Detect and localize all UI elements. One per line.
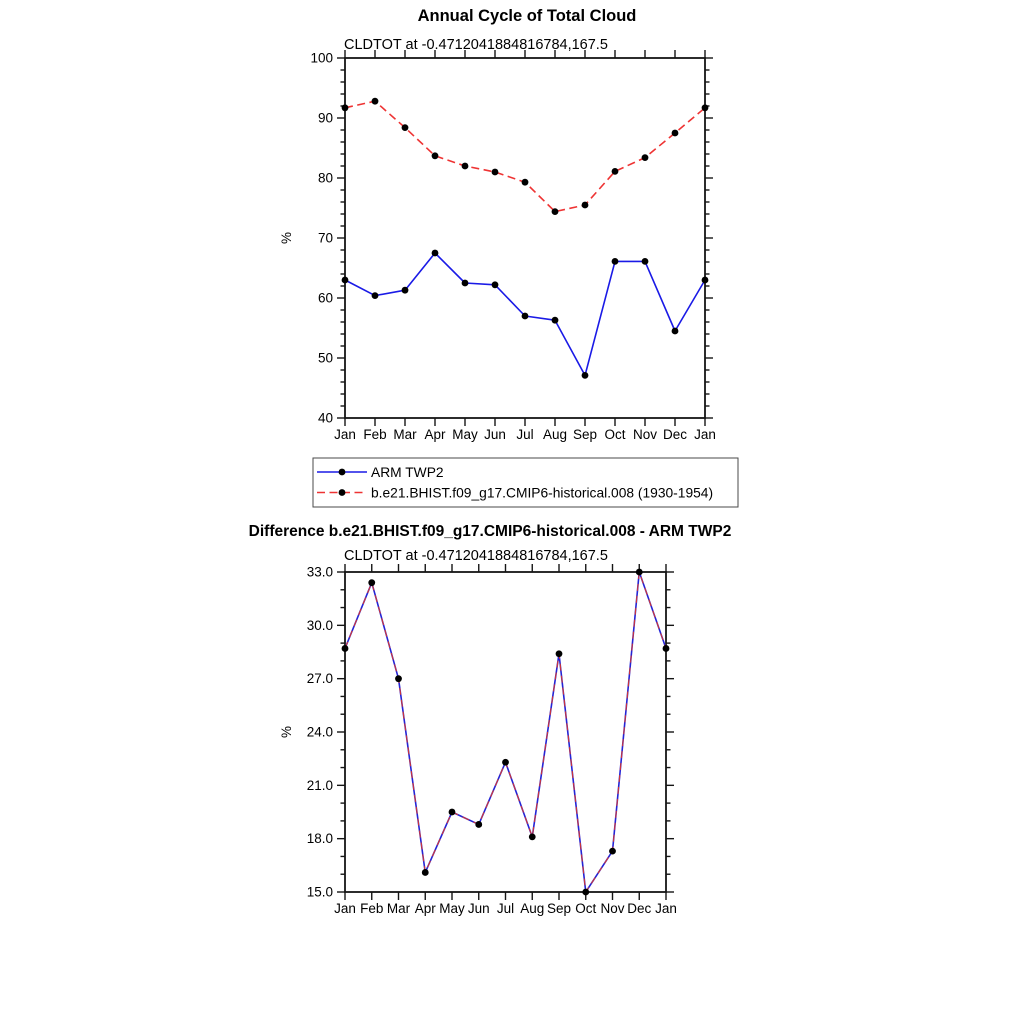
data-point-marker xyxy=(582,889,589,896)
series-line xyxy=(345,101,705,211)
data-point-marker xyxy=(462,163,469,170)
data-point-marker xyxy=(368,579,375,586)
month-label: Sep xyxy=(572,427,598,442)
y-tick-label: 60 xyxy=(317,290,333,306)
month-label: Jun xyxy=(484,427,506,442)
data-point-marker xyxy=(612,168,619,175)
data-point-marker xyxy=(672,328,679,335)
month-label: Mar xyxy=(393,427,417,442)
y-tick-label: 27.0 xyxy=(306,671,333,687)
data-point-marker xyxy=(636,569,643,576)
month-label: Jan xyxy=(655,901,677,916)
month-label: May xyxy=(439,901,465,916)
month-label: Jun xyxy=(467,901,490,916)
data-point-marker xyxy=(642,154,649,161)
data-point-marker xyxy=(462,280,469,287)
difference-chart xyxy=(279,564,677,916)
y-tick-label: 40 xyxy=(317,410,333,426)
data-point-marker xyxy=(372,98,379,105)
month-label: Feb xyxy=(363,427,387,442)
data-point-marker xyxy=(492,281,499,288)
chart1-title: Annual Cycle of Total Cloud xyxy=(417,7,637,25)
y-tick-label: 50 xyxy=(317,350,333,366)
month-label: Dec xyxy=(627,901,652,916)
y-tick-label: 90 xyxy=(317,110,333,126)
annual-cycle-chart xyxy=(279,50,716,442)
data-point-marker xyxy=(672,130,679,137)
data-point-marker xyxy=(522,313,529,320)
y-tick-label: 70 xyxy=(317,230,333,246)
y-tick-label: 33.0 xyxy=(306,564,333,580)
data-point-marker xyxy=(502,759,509,766)
y-tick-label: 21.0 xyxy=(306,777,333,793)
data-point-marker xyxy=(612,258,619,265)
data-point-marker xyxy=(422,869,429,876)
data-point-marker xyxy=(475,821,482,828)
month-label: Feb xyxy=(360,901,384,916)
data-point-marker xyxy=(402,287,409,294)
month-label: Jan xyxy=(694,427,716,442)
y-tick-label: 24.0 xyxy=(306,724,333,740)
data-point-marker xyxy=(552,208,559,215)
data-point-marker xyxy=(642,258,649,265)
data-point-marker xyxy=(522,179,529,186)
series-line xyxy=(345,572,666,892)
legend-marker-arm-twp2 xyxy=(339,469,346,476)
data-point-marker xyxy=(529,833,536,840)
plot-frame xyxy=(345,58,705,418)
y-tick-label: 80 xyxy=(317,170,333,186)
plot-frame xyxy=(345,572,666,892)
y-tick-label: 30.0 xyxy=(306,617,333,633)
data-point-marker xyxy=(395,675,402,682)
month-label: Mar xyxy=(386,901,411,916)
y-tick-label: 18.0 xyxy=(306,831,333,847)
month-label: Apr xyxy=(424,427,446,442)
data-point-marker xyxy=(449,809,456,816)
month-label: Oct xyxy=(575,901,597,916)
month-label: Jul xyxy=(516,427,534,442)
data-point-marker xyxy=(582,372,589,379)
month-label: Sep xyxy=(546,901,572,916)
data-point-marker xyxy=(663,645,670,652)
month-label: Oct xyxy=(604,427,626,442)
month-label: May xyxy=(452,427,478,442)
legend xyxy=(313,458,738,507)
month-label: Jan xyxy=(334,427,356,442)
month-label: Aug xyxy=(520,901,545,916)
y-axis-label: % xyxy=(279,231,294,245)
y-tick-label: 100 xyxy=(310,50,333,66)
data-point-marker xyxy=(492,169,499,176)
legend-marker-model xyxy=(339,489,346,496)
data-point-marker xyxy=(402,124,409,131)
data-point-marker xyxy=(609,848,616,855)
data-point-marker xyxy=(432,250,439,257)
data-point-marker xyxy=(702,277,709,284)
data-point-marker xyxy=(372,292,379,299)
data-point-marker xyxy=(432,152,439,159)
chart2-subtitle: CLDTOT at -0.4712041884816784,167.5 xyxy=(344,548,608,564)
data-point-marker xyxy=(582,202,589,209)
legend-label-arm-twp2: ARM TWP2 xyxy=(371,465,444,480)
legend-label-model: b.e21.BHIST.f09_g17.CMIP6-historical.008 (1930-1954) xyxy=(371,485,714,501)
y-axis-label: % xyxy=(279,725,294,739)
month-label: Dec xyxy=(662,427,688,442)
data-point-marker xyxy=(702,104,709,111)
data-point-marker xyxy=(342,104,349,111)
month-label: Jan xyxy=(334,901,356,916)
data-point-marker xyxy=(556,650,563,657)
y-tick-label: 15.0 xyxy=(306,884,333,900)
data-point-marker xyxy=(342,645,349,652)
series-line-overlay xyxy=(345,572,666,892)
data-point-marker xyxy=(552,317,559,324)
month-label: Nov xyxy=(632,427,658,442)
chart1-subtitle: CLDTOT at -0.4712041884816784,167.5 xyxy=(344,37,608,53)
month-label: Jul xyxy=(496,901,515,916)
month-label: Nov xyxy=(600,901,625,916)
chart2-title: Difference b.e21.BHIST.f09_g17.CMIP6-historical.008 - ARM TWP2 xyxy=(248,523,732,540)
month-label: Aug xyxy=(542,427,568,442)
month-label: Apr xyxy=(414,901,436,916)
data-point-marker xyxy=(342,277,349,284)
